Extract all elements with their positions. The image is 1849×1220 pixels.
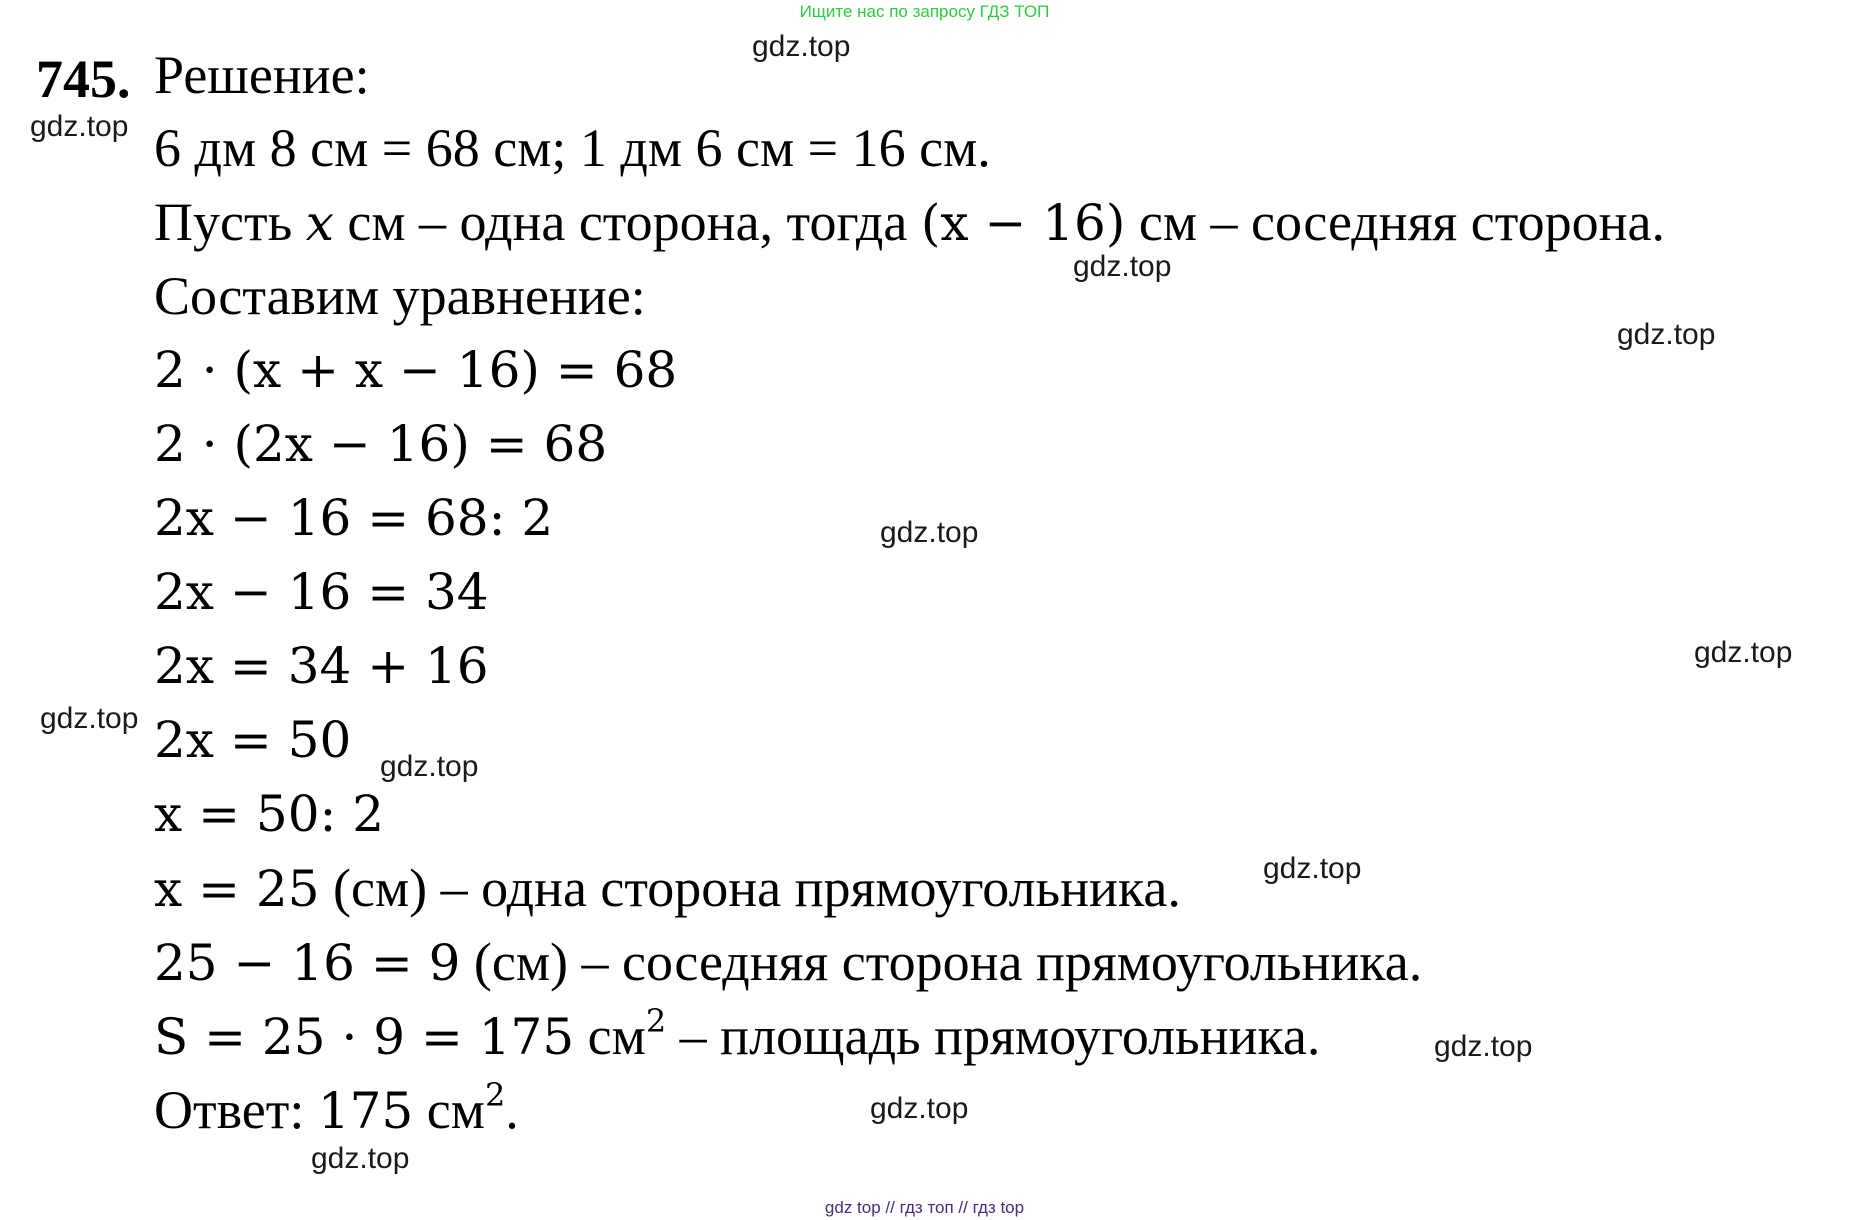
solution-heading: Решение: xyxy=(154,45,370,105)
equation-line-1: 2 · (x + x − 16) = 68 xyxy=(154,341,678,399)
watermark: gdz.top xyxy=(752,30,851,63)
expression: (x − 16) xyxy=(920,194,1126,252)
watermark: gdz.top xyxy=(380,750,479,783)
equation-line-5: 2x = 34 + 16 xyxy=(154,637,489,695)
watermark: gdz.top xyxy=(1073,250,1172,283)
side-one-line xyxy=(154,855,1181,922)
equation-heading: Составим уравнение: xyxy=(154,266,646,326)
answer-line xyxy=(154,1077,519,1144)
watermark: gdz.top xyxy=(311,1142,410,1175)
watermark: gdz.top xyxy=(1694,636,1793,669)
let-statement-line xyxy=(154,189,1665,256)
watermark: gdz.top xyxy=(1617,318,1716,351)
text-part: (см) – одна сторона прямоугольника. xyxy=(319,858,1181,918)
text-part: . xyxy=(505,1080,519,1140)
expression: 25 − 16 = 9 xyxy=(154,934,461,992)
unit: см xyxy=(574,1006,646,1066)
exponent: 2 xyxy=(484,1076,506,1114)
top-banner[interactable]: Ищите нас по запросу ГДЗ ТОП xyxy=(799,2,1050,21)
expression: S = 25 · 9 = 175 xyxy=(154,1008,575,1066)
text-part: (см) – соседняя сторона прямоугольника. xyxy=(460,932,1423,992)
task-number: 745. xyxy=(36,49,131,109)
side-two-line xyxy=(154,929,1422,996)
equation-line-2: 2 · (2x − 16) = 68 xyxy=(154,415,608,473)
equation-line-4: 2x − 16 = 34 xyxy=(154,563,489,621)
expression: x = 25 xyxy=(154,860,320,918)
watermark: gdz.top xyxy=(30,110,129,143)
answer-label: Ответ: xyxy=(154,1080,318,1140)
watermark: gdz.top xyxy=(1434,1030,1533,1063)
watermark: gdz.top xyxy=(880,516,979,549)
variable-x: x xyxy=(305,194,334,252)
exponent: 2 xyxy=(645,1002,667,1040)
equation-line-7: x = 50: 2 xyxy=(154,785,385,843)
text-part: – площадь прямоугольника. xyxy=(666,1006,1321,1066)
text-part: см – одна сторона, тогда xyxy=(333,192,921,252)
text-part: Пусть xyxy=(154,192,306,252)
unit-conversion-line: 6 дм 8 см = 68 см; 1 дм 6 см = 16 см. xyxy=(154,118,991,178)
watermark: gdz.top xyxy=(1263,852,1362,885)
equation-line-6: 2x = 50 xyxy=(154,711,352,769)
expression: 175 xyxy=(317,1082,414,1140)
watermark: gdz.top xyxy=(870,1092,969,1125)
unit: см xyxy=(413,1080,485,1140)
footer-links[interactable]: gdz top // гдз топ // гдз top xyxy=(824,1198,1025,1217)
equation-line-3: 2x − 16 = 68: 2 xyxy=(154,489,554,547)
area-line xyxy=(154,1003,1320,1070)
text-part: см – соседняя сторона. xyxy=(1125,192,1665,252)
watermark: gdz.top xyxy=(40,702,139,735)
